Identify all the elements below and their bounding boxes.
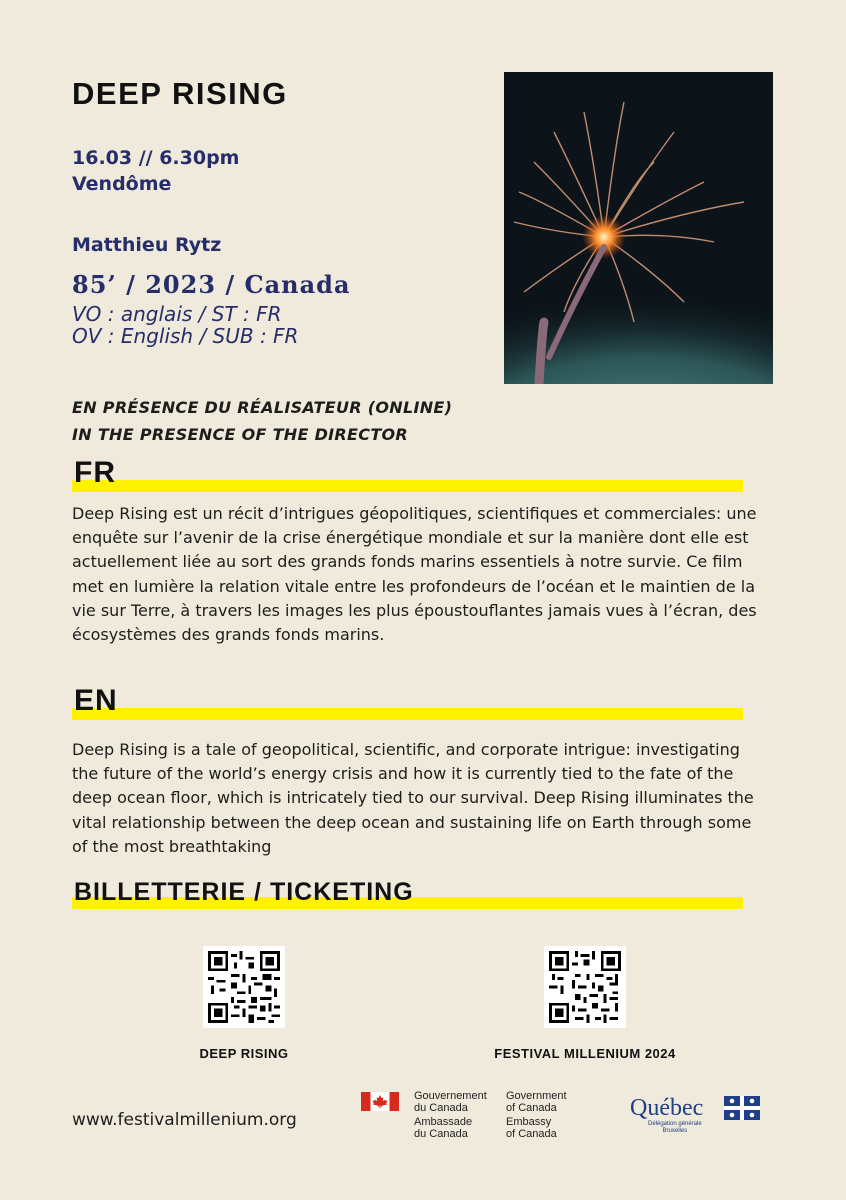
- highlight-bar: [72, 480, 743, 492]
- presence-fr: EN PRÉSENCE DU RÉALISATEUR (ONLINE): [72, 398, 453, 417]
- qr-caption-festival: FESTIVAL MILLENIUM 2024: [494, 1046, 676, 1061]
- quebec-sub-text: Bruxelles: [662, 1128, 688, 1134]
- section-label-ticketing: BILLETTERIE / TICKETING: [74, 878, 414, 906]
- event-venue: Vendôme: [72, 173, 172, 195]
- section-label-en: EN: [74, 684, 118, 717]
- festival-website-link[interactable]: www.festivalmillenium.org: [72, 1110, 297, 1130]
- quebec-flag-icon: [724, 1096, 760, 1120]
- gov-canada-fr: [414, 1090, 487, 1140]
- qr-code-icon: [208, 951, 280, 1023]
- event-director: Matthieu Rytz: [72, 234, 222, 256]
- event-meta: 85’ / 2023 / Canada: [72, 270, 351, 299]
- section-header-ticketing: [72, 873, 743, 909]
- canada-flag-icon: [361, 1092, 399, 1111]
- section-header-en: [72, 684, 743, 720]
- qr-caption-deep-rising: DEEP RISING: [199, 1046, 289, 1061]
- event-title: DEEP RISING: [72, 76, 288, 111]
- quebec-subtitle: [648, 1121, 702, 1135]
- synopsis-en: Deep Rising is a tale of geopolitical, scientific, and corporate intrigue: investigating the future of the world’s energy crisis and how it is currently tied to the fate of the deep ocean floor, which is intricately tied to our survival. Deep Rising illuminates the vital relationship between the deep ocean and sustaining life on Earth through some of the most breathtaking: [72, 740, 754, 856]
- tube-anemone-illustration: [504, 72, 773, 384]
- event-date-time: 16.03 // 6.30pm: [72, 147, 240, 169]
- synopsis-fr: Deep Rising est un récit d’intrigues géopolitiques, scientifiques et commerciales: une enquête sur l’avenir de la crise énergétique mondiale et sur la manière dont elle est actuellement liée au sort des grands fonds marins essentiels à notre survie. Ce film met en lumière la relation vitale entre les profondeurs de l’océan et le maintien de la vie sur Terre, à travers les images les plus époustouflantes jamais vues à l’écran, des écosystèmes des grands fonds marins.: [72, 504, 757, 645]
- section-label-fr: FR: [74, 456, 116, 489]
- gov-text: of Canada: [506, 1128, 557, 1140]
- presence-en: IN THE PRESENCE OF THE DIRECTOR: [72, 425, 409, 444]
- language-en: OV : English / SUB : FR: [72, 324, 299, 348]
- gov-text: Government: [506, 1090, 567, 1102]
- quebec-sub-text: Délégation générale: [648, 1121, 702, 1127]
- gov-text: of Canada: [506, 1102, 557, 1114]
- film-still-photo: [504, 72, 773, 384]
- gov-text: du Canada: [414, 1102, 468, 1114]
- language-fr: VO : anglais / ST : FR: [72, 302, 282, 326]
- gov-text: Ambassade: [414, 1116, 473, 1128]
- quebec-logo-text: Québec: [630, 1095, 704, 1121]
- section-header-fr: [72, 456, 743, 492]
- qr-code-festival[interactable]: [544, 946, 626, 1028]
- qr-code-deep-rising[interactable]: [203, 946, 285, 1028]
- gov-text: du Canada: [414, 1128, 468, 1140]
- gov-text: Gouvernement: [414, 1090, 487, 1102]
- qr-code-icon: [549, 951, 621, 1023]
- gov-text: Embassy: [506, 1116, 552, 1128]
- highlight-bar: [72, 708, 743, 720]
- gov-canada-en: [506, 1090, 567, 1140]
